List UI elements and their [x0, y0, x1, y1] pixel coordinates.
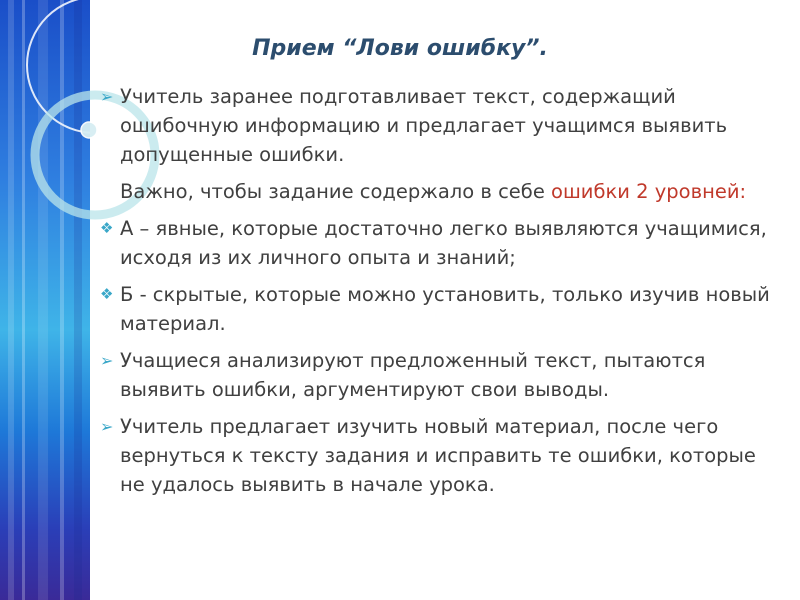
paragraph-level-b: [100, 280, 780, 338]
diamond-bullet-icon: ❖: [100, 285, 114, 303]
paragraph-text: Учащиеся анализируют предложенный текст, пытаются выявить ошибки, аргументируют свои выводы.: [120, 349, 706, 401]
paragraph-text: Учитель предлагает изучить новый материал, после чего вернуться к тексту задания и исправить те ошибки, которые не удалось выявить в начале урока.: [120, 415, 756, 496]
decorative-sidebar: [0, 0, 90, 600]
slide-body: [100, 82, 780, 507]
paragraph-teacher-prepares: [100, 82, 780, 169]
highlighted-text: ошибки 2 уровней:: [551, 180, 747, 203]
paragraph-text: Важно, чтобы задание содержало в себе: [120, 180, 552, 203]
paragraph-teacher-suggests: [100, 412, 780, 499]
diamond-bullet-icon: ❖: [100, 219, 114, 237]
paragraph-text: А – явные, которые достаточно легко выявляются учащимися, исходя из их личного опыта и знаний;: [120, 217, 767, 269]
arrow-bullet-icon: ➢: [100, 417, 114, 436]
paragraph-important: [100, 177, 780, 206]
paragraph-text: Учитель заранее подготавливает текст, содержащий ошибочную информацию и предлагает учащимся выявить допущенные ошибки.: [120, 85, 728, 166]
arrow-bullet-icon: ➢: [100, 351, 114, 370]
paragraph-level-a: [100, 214, 780, 272]
arrow-bullet-icon: ➢: [100, 87, 114, 106]
paragraph-text: Б - скрытые, которые можно установить, только изучив новый материал.: [120, 283, 770, 335]
paragraph-students-analyze: [100, 346, 780, 404]
slide-title: Прием “Лови ошибку”.: [252, 36, 548, 61]
